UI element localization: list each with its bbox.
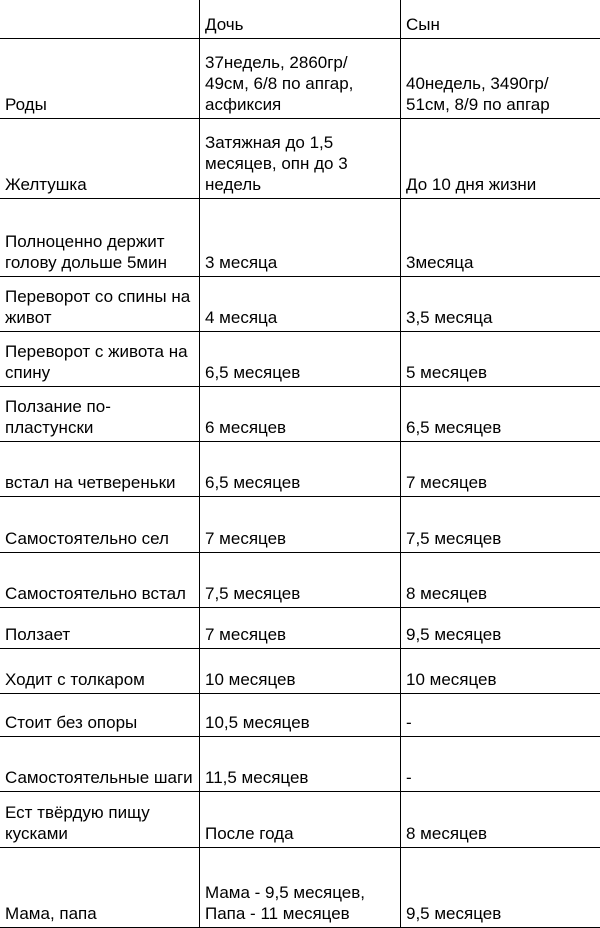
son-value: 5 месяцев	[401, 332, 600, 387]
row-label: встал на четвереньки	[0, 442, 200, 497]
row-label: Самостоятельные шаги	[0, 737, 200, 792]
daughter-value: 7,5 месяцев	[200, 553, 401, 608]
row-label: Стоит без опоры	[0, 694, 200, 737]
row-label: Переворот с живота на спину	[0, 332, 200, 387]
table-row	[0, 553, 600, 608]
table-row	[0, 387, 600, 442]
table-row	[0, 332, 600, 387]
son-value: 7,5 месяцев	[401, 497, 600, 553]
son-value: 8 месяцев	[401, 553, 600, 608]
daughter-value: 7 месяцев	[200, 497, 401, 553]
table-row	[0, 199, 600, 277]
row-label: Ходит с толкаром	[0, 649, 200, 694]
header-cell-son: Сын	[401, 0, 600, 39]
table-row	[0, 608, 600, 649]
son-value: 40недель, 3490гр/ 51см, 8/9 по апгар	[401, 39, 600, 119]
son-value: 9,5 месяцев	[401, 608, 600, 649]
table-row	[0, 694, 600, 737]
son-value: До 10 дня жизни	[401, 119, 600, 199]
son-value: 6,5 месяцев	[401, 387, 600, 442]
table-row	[0, 649, 600, 694]
header-cell-empty	[0, 0, 200, 39]
row-label: Полноценно держит голову дольше 5мин	[0, 199, 200, 277]
daughter-value: 4 месяца	[200, 277, 401, 332]
son-value: -	[401, 737, 600, 792]
son-value: 9,5 месяцев	[401, 848, 600, 928]
son-value: 8 месяцев	[401, 792, 600, 848]
daughter-value: 11,5 месяцев	[200, 737, 401, 792]
daughter-value: Затяжная до 1,5 месяцев, опн до 3 недель	[200, 119, 401, 199]
daughter-value: 10,5 месяцев	[200, 694, 401, 737]
son-value: 7 месяцев	[401, 442, 600, 497]
table-row	[0, 39, 600, 119]
table-row	[0, 848, 600, 928]
row-label: Переворот со спины на живот	[0, 277, 200, 332]
row-label: Ползание по-пластунски	[0, 387, 200, 442]
daughter-value: После года	[200, 792, 401, 848]
row-label: Мама, папа	[0, 848, 200, 928]
daughter-value: 6,5 месяцев	[200, 442, 401, 497]
son-value: 3,5 месяца	[401, 277, 600, 332]
son-value: 10 месяцев	[401, 649, 600, 694]
daughter-value: 6,5 месяцев	[200, 332, 401, 387]
daughter-value: 37недель, 2860гр/ 49см, 6/8 по апгар, асфиксия	[200, 39, 401, 119]
table-row	[0, 277, 600, 332]
row-label: Желтушка	[0, 119, 200, 199]
daughter-value: 10 месяцев	[200, 649, 401, 694]
daughter-value: 3 месяца	[200, 199, 401, 277]
son-value: -	[401, 694, 600, 737]
table-row	[0, 792, 600, 848]
table-row	[0, 497, 600, 553]
daughter-value: 6 месяцев	[200, 387, 401, 442]
daughter-value: Мама - 9,5 месяцев, Папа - 11 месяцев	[200, 848, 401, 928]
daughter-value: 7 месяцев	[200, 608, 401, 649]
header-cell-daughter: Дочь	[200, 0, 401, 39]
header-row	[0, 0, 600, 39]
row-label: Ест твёрдую пищу кусками	[0, 792, 200, 848]
row-label: Ползает	[0, 608, 200, 649]
row-label: Самостоятельно встал	[0, 553, 200, 608]
son-value: 3месяца	[401, 199, 600, 277]
table-row	[0, 442, 600, 497]
row-label: Самостоятельно сел	[0, 497, 200, 553]
row-label: Роды	[0, 39, 200, 119]
table-row	[0, 737, 600, 792]
table-row	[0, 119, 600, 199]
